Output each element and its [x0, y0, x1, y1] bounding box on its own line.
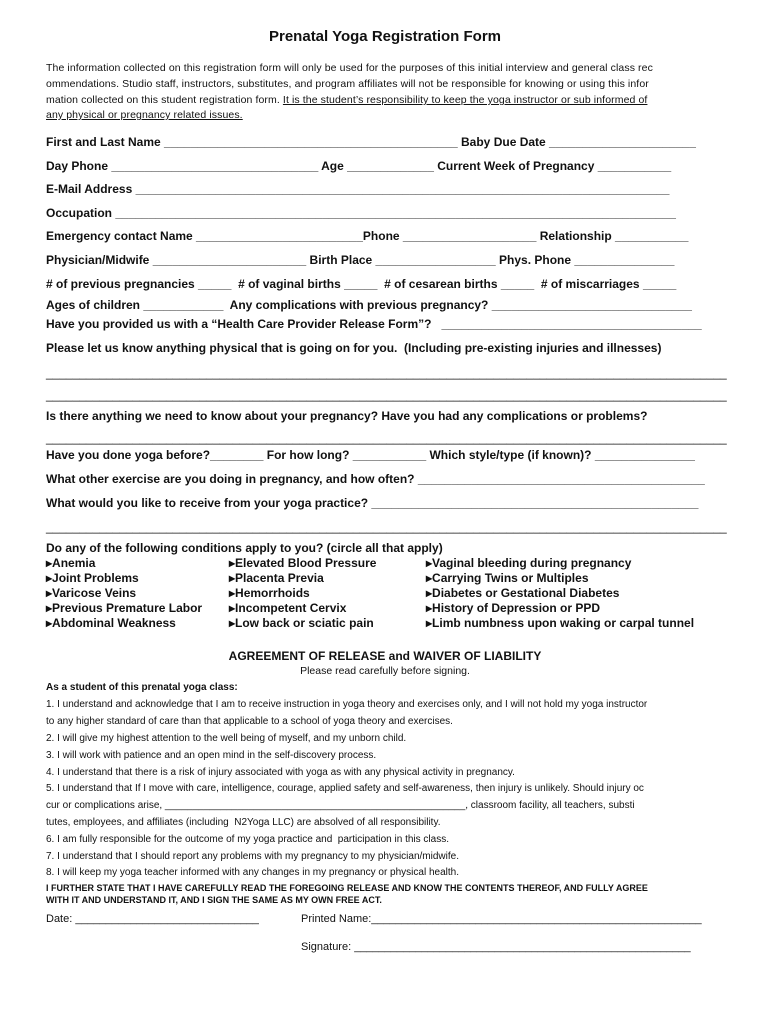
answer-line[interactable]: ______________________________________________________________________________________________________ — [46, 431, 727, 445]
agreement-lead: As a student of this prenatal yoga class: — [46, 682, 238, 693]
form-title: Prenatal Yoga Registration Form — [269, 28, 501, 45]
intro-line-2: ommendations. Studio staff, instructors, substitutes, and program affiliates will not be responsible for knowing or using this infor — [46, 78, 649, 90]
release-form-field[interactable]: Have you provided us with a “Health Care Provider Release Form”? _______________________________________ — [46, 317, 702, 331]
printed-name-field[interactable]: Printed Name:______________________________________________________ — [301, 913, 702, 925]
agreement-line: 1. I understand and acknowledge that I am to receive instruction in yoga theory and exercises only, and I will not hold my yoga instructor — [46, 699, 648, 710]
statement-line-2: WITH IT AND UNDERSTAND IT, AND I SIGN THE SAME AS MY OWN FREE ACT. — [46, 895, 382, 905]
agreement-line: 4. I understand that there is a risk of injury associated with yoga as with any physical activity in pregnancy. — [46, 767, 515, 778]
condition-depression[interactable]: ▸History of Depression or PPD — [426, 601, 601, 615]
yoga-goals-field[interactable]: What would you like to receive from your yoga practice? _________________________________________________ — [46, 496, 699, 510]
condition-hemorrhoids[interactable]: ▸Hemorrhoids — [229, 586, 310, 600]
date-field[interactable]: Date: ______________________________ — [46, 913, 259, 925]
conditions-heading: Do any of the following conditions apply to you? (circle all that apply) — [46, 541, 443, 555]
answer-line[interactable]: ______________________________________________________________________________________________________ — [46, 366, 727, 380]
intro-line-1: The information collected on this registration form will only be used for the purposes of this initial interview and general class rec — [46, 62, 653, 74]
intro-plain-text: mation collected on this student registration form. — [46, 94, 280, 106]
children-complications-field[interactable]: Ages of children ____________ Any complications with previous pregnancy? ______________________________ — [46, 298, 692, 312]
agreement-line[interactable]: cur or complications arise, ______________________________________________________, classroom facility, all teachers, substi — [46, 800, 635, 811]
condition-varicose-veins[interactable]: ▸Varicose Veins — [46, 586, 137, 600]
condition-back-pain[interactable]: ▸Low back or sciatic pain — [229, 616, 374, 630]
agreement-line: 3. I will work with patience and an open mind in the self-discovery process. — [46, 750, 377, 761]
condition-joint-problems[interactable]: ▸Joint Problems — [46, 571, 139, 585]
condition-premature-labor[interactable]: ▸Previous Premature Labor — [46, 601, 203, 615]
statement-line-1: I FURTHER STATE THAT I HAVE CAREFULLY READ THE FOREGOING RELEASE AND KNOW THE CONTENTS THEREOF, AND FULLY AGREE — [46, 883, 648, 893]
signature-field[interactable]: Signature: _______________________________________________________ — [301, 941, 691, 953]
other-exercise-field[interactable]: What other exercise are you doing in pregnancy, and how often? ___________________________________________ — [46, 472, 705, 486]
condition-incompetent-cervix[interactable]: ▸Incompetent Cervix — [229, 601, 347, 615]
intro-line-4: any physical or pregnancy related issues. — [46, 109, 243, 121]
physical-question: Please let us know anything physical that is going on for you. (Including pre-existing injuries and illnesses) — [46, 341, 662, 355]
intro-line-3 — [46, 94, 647, 106]
agreement-line: 5. I understand that If I move with care, intelligence, courage, applied safety and self-awareness, then injury is unlikely. Should injury oc — [46, 783, 644, 794]
pregnancy-counts-field[interactable]: # of previous pregnancies _____ # of vaginal births _____ # of cesarean births _____ # of miscarriages _____ — [46, 277, 677, 291]
occupation-field[interactable]: Occupation ____________________________________________________________________________________ — [46, 206, 676, 220]
agreement-line: 8. I will keep my yoga teacher informed with any changes in my pregnancy or physical health. — [46, 867, 459, 878]
condition-anemia[interactable]: ▸Anemia — [46, 556, 96, 570]
condition-diabetes[interactable]: ▸Diabetes or Gestational Diabetes — [426, 586, 620, 600]
intro-responsibility-text: It is the student’s responsibility to keep the yoga instructor or sub informed of — [282, 94, 648, 106]
condition-multiples[interactable]: ▸Carrying Twins or Multiples — [426, 571, 589, 585]
email-field[interactable]: E-Mail Address ________________________________________________________________________________ — [46, 182, 670, 196]
physician-field[interactable]: Physician/Midwife _______________________ Birth Place __________________ Phys. Phone _______________ — [46, 253, 675, 267]
condition-vaginal-bleeding[interactable]: ▸Vaginal bleeding during pregnancy — [426, 556, 632, 570]
condition-abdominal-weakness[interactable]: ▸Abdominal Weakness — [46, 616, 176, 630]
agreement-line: tutes, employees, and affiliates (including N2Yoga LLC) are absolved of all responsibility. — [46, 817, 441, 828]
answer-line[interactable]: ______________________________________________________________________________________________________ — [46, 520, 727, 534]
name-due-date-field[interactable]: First and Last Name ____________________________________________ Baby Due Date ______________________ — [46, 135, 696, 149]
phone-age-week-field[interactable]: Day Phone _______________________________ Age _____________ Current Week of Pregnancy ___________ — [46, 159, 672, 173]
condition-limb-numbness[interactable]: ▸Limb numbness upon waking or carpal tunnel — [426, 616, 695, 630]
condition-blood-pressure[interactable]: ▸Elevated Blood Pressure — [229, 556, 377, 570]
emergency-contact-field[interactable]: Emergency contact Name _________________________Phone ____________________ Relationship ___________ — [46, 229, 689, 243]
agreement-line: 7. I understand that I should report any problems with my pregnancy to my physician/midwife. — [46, 851, 459, 862]
answer-line[interactable]: ______________________________________________________________________________________________________ — [46, 388, 727, 402]
yoga-experience-field[interactable]: Have you done yoga before?________ For how long? ___________ Which style/type (if known)? _______________ — [46, 448, 695, 462]
pregnancy-question: Is there anything we need to know about your pregnancy? Have you had any complications or problems? — [46, 409, 648, 423]
agreement-line: 2. I will give my highest attention to the well being of myself, and my unborn child. — [46, 733, 407, 744]
agreement-line: to any higher standard of care than that applicable to a school of yoga theory and exercises. — [46, 716, 453, 727]
agreement-subtitle: Please read carefully before signing. — [300, 665, 470, 677]
agreement-title: AGREEMENT OF RELEASE and WAIVER OF LIABILITY — [228, 649, 542, 663]
condition-placenta-previa[interactable]: ▸Placenta Previa — [229, 571, 324, 585]
agreement-line: 6. I am fully responsible for the outcome of my yoga practice and participation in this class. — [46, 834, 449, 845]
